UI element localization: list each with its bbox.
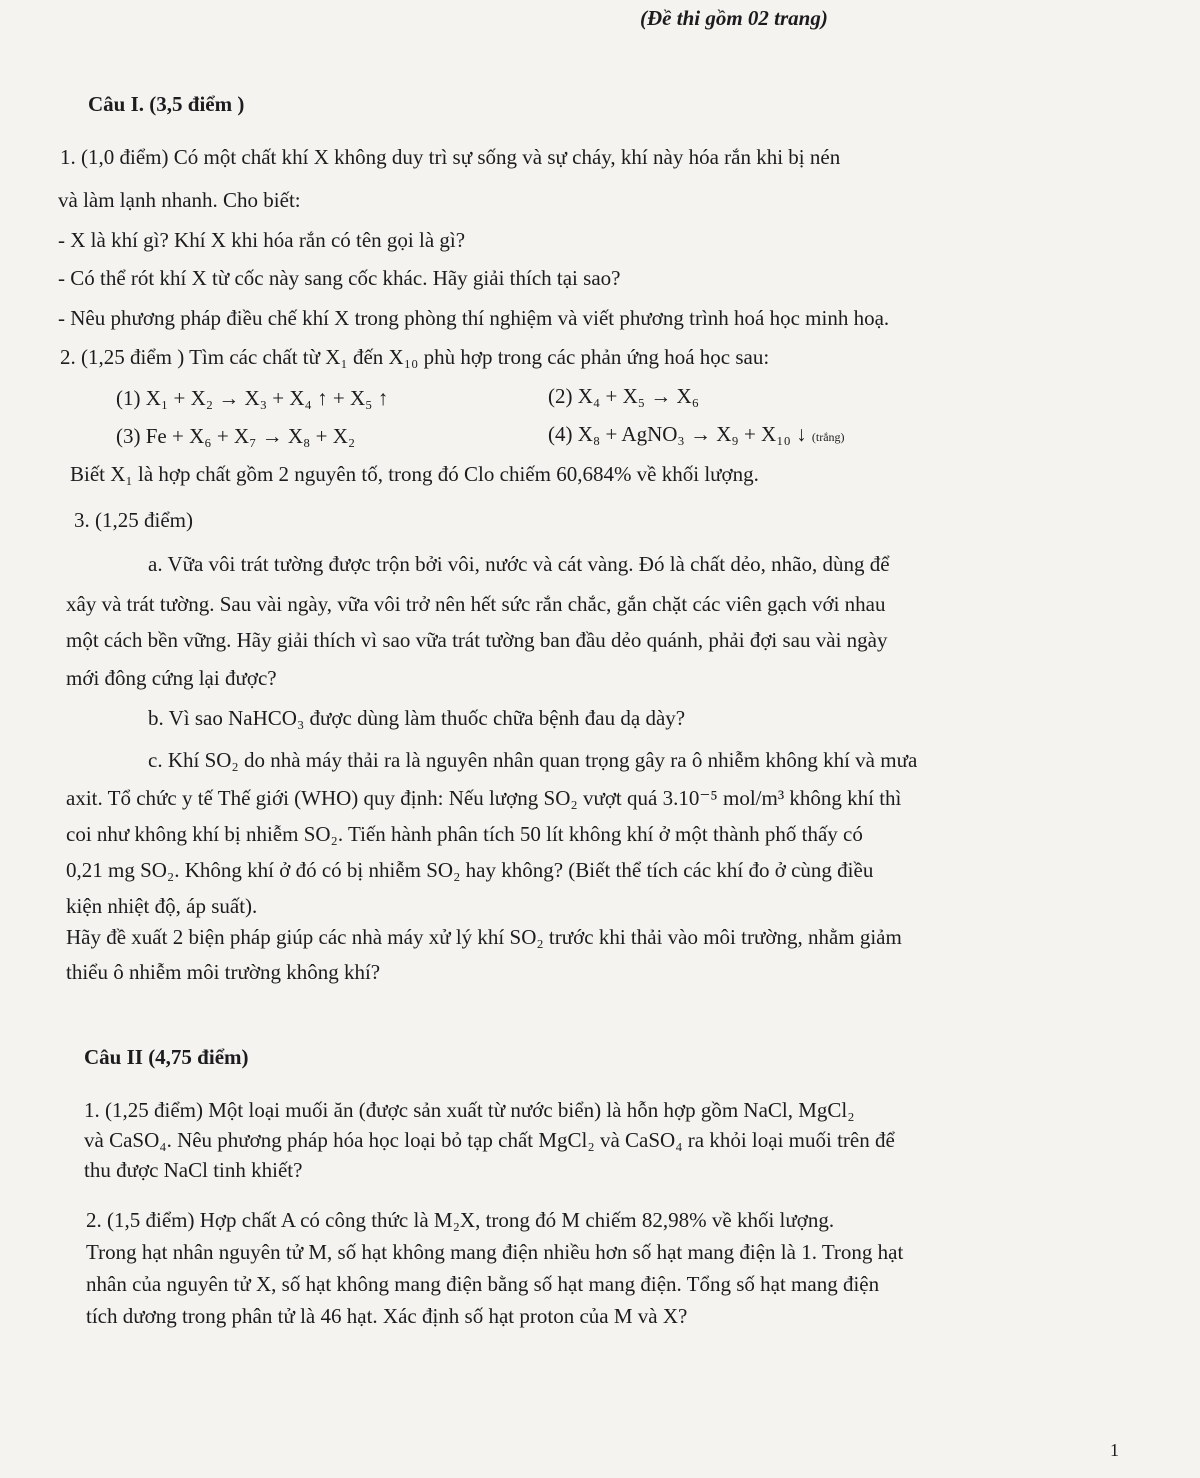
text-line: Câu II (4,75 điểm) — [84, 1045, 249, 1069]
equation-4-main: (4) X₈ + AgNO₃ → X₉ + X₁₀ ↓ — [548, 422, 807, 446]
text-line: 2. (1,5 điểm) Hợp chất A có công thức là M₂X, trong đó M chiếm 82,98% về khối lượng. — [86, 1208, 835, 1232]
text-line: Câu I. (3,5 điểm ) — [88, 92, 245, 116]
text-line: nhân của nguyên tử X, số hạt không mang điện bằng số hạt mang điện. Tổng số hạt mang điện — [86, 1272, 880, 1296]
text-line: mới đông cứng lại được? — [66, 666, 277, 690]
text-line: Biết X₁ là hợp chất gồm 2 nguyên tố, trong đó Clo chiếm 60,684% về khối lượng. — [70, 462, 759, 486]
text-line: kiện nhiệt độ, áp suất). — [66, 894, 258, 918]
text-line: 1. (1,0 điểm) Có một chất khí X không duy trì sự sống và sự cháy, khí này hóa rắn khi bị nén — [60, 145, 841, 169]
text-line: 2. (1,25 điểm ) Tìm các chất từ X₁ đến X₁₀ phù hợp trong các phản ứng hoá học sau: — [60, 345, 770, 369]
equation-1: (1) X₁ + X₂ → X₃ + X₄ ↑ + X₅ ↑ — [116, 386, 389, 410]
text-line: 1. (1,25 điểm) Một loại muối ăn (được sản xuất từ nước biển) là hỗn hợp gồm NaCl, MgCl₂ — [84, 1098, 855, 1122]
text-line: a. Vữa vôi trát tường được trộn bởi vôi, nước và cát vàng. Đó là chất dẻo, nhão, dùng để — [148, 552, 890, 576]
text-line: tích dương trong phân tử là 46 hạt. Xác định số hạt proton của M và X? — [86, 1304, 688, 1328]
equation-4-note: (trắng) — [811, 430, 845, 444]
page-number: 1 — [1110, 1440, 1119, 1460]
text-line: xây và trát tường. Sau vài ngày, vữa vôi trở nên hết sức rắn chắc, gắn chặt các viên gạch với nhau — [66, 592, 886, 616]
text-line: 3. (1,25 điểm) — [74, 508, 193, 532]
text-line: Hãy đề xuất 2 biện pháp giúp các nhà máy xử lý khí SO₂ trước khi thải vào môi trường, nhằm giảm — [66, 925, 902, 949]
text-line: axit. Tổ chức y tế Thế giới (WHO) quy định: Nếu lượng SO₂ vượt quá 3.10⁻⁵ mol/m³ không khí thì — [66, 786, 902, 810]
equation-4 — [548, 422, 845, 447]
text-line: và CaSO₄. Nêu phương pháp hóa học loại bỏ tạp chất MgCl₂ và CaSO₄ ra khỏi loại muối trên để — [84, 1128, 895, 1152]
text-line: 0,21 mg SO₂. Không khí ở đó có bị nhiễm SO₂ hay không? (Biết thể tích các khí đo ở cùng điều — [66, 858, 874, 882]
page-count-note: (Đề thi gồm 02 trang) — [640, 6, 828, 30]
equation-2: (2) X₄ + X₅ → X₆ — [548, 384, 700, 408]
text-line: thu được NaCl tinh khiết? — [84, 1158, 303, 1182]
text-line: một cách bền vững. Hãy giải thích vì sao vữa trát tường ban đầu dẻo quánh, phải đợi sau vài ngày — [66, 628, 888, 652]
text-line: - Có thể rót khí X từ cốc này sang cốc khác. Hãy giải thích tại sao? — [58, 266, 621, 290]
text-line: coi như không khí bị nhiễm SO₂. Tiến hành phân tích 50 lít không khí ở một thành phố thấy có — [66, 822, 863, 846]
equation-3: (3) Fe + X₆ + X₇ → X₈ + X₂ — [116, 424, 356, 448]
text-line: - Nêu phương pháp điều chế khí X trong phòng thí nghiệm và viết phương trình hoá học minh hoạ. — [58, 306, 890, 330]
text-line: b. Vì sao NaHCO₃ được dùng làm thuốc chữa bệnh đau dạ dày? — [148, 706, 686, 730]
text-line: Trong hạt nhân nguyên tử M, số hạt không mang điện nhiều hơn số hạt mang điện là 1. Trong hạt — [86, 1240, 904, 1264]
text-line: - X là khí gì? Khí X khi hóa rắn có tên gọi là gì? — [58, 228, 466, 252]
text-line: và làm lạnh nhanh. Cho biết: — [58, 188, 301, 212]
text-line: c. Khí SO₂ do nhà máy thải ra là nguyên nhân quan trọng gây ra ô nhiễm không khí và mưa — [148, 748, 918, 772]
text-line: thiểu ô nhiễm môi trường không khí? — [66, 960, 381, 984]
